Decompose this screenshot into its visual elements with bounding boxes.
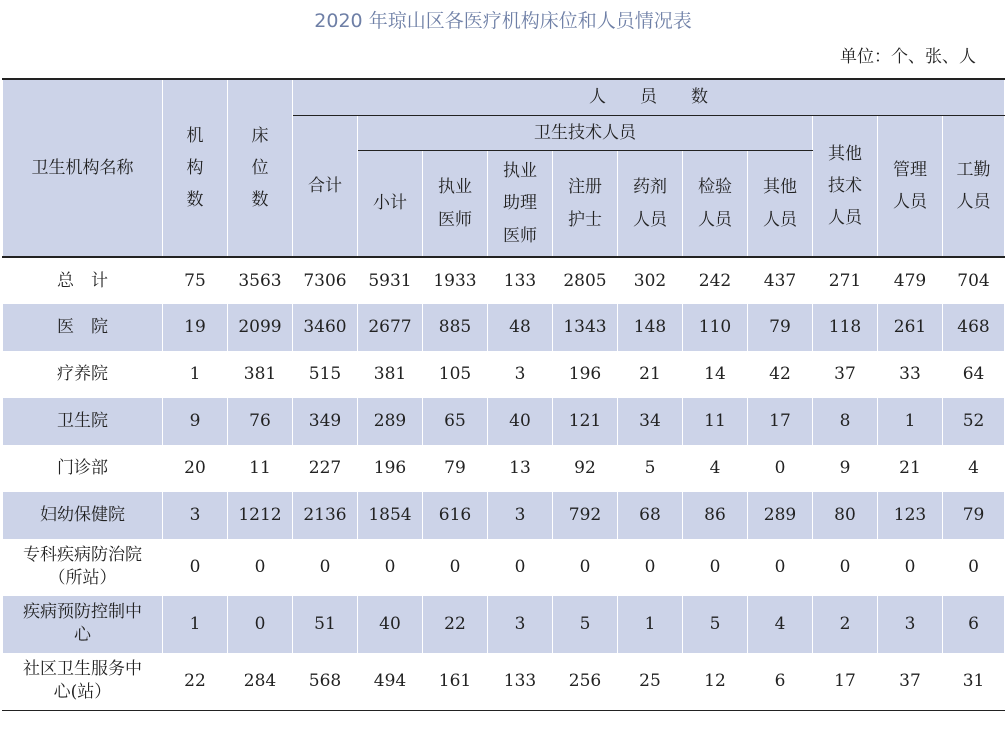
- row-value: 65: [423, 398, 488, 445]
- row-value: 289: [748, 492, 813, 539]
- row-value: 52: [943, 398, 1005, 445]
- row-name: 社区卫生服务中心(站）: [3, 653, 163, 710]
- row-value: 2099: [228, 304, 293, 351]
- row-value: 51: [293, 596, 358, 653]
- header-beds: 床位数: [228, 79, 293, 257]
- row-value: 479: [878, 257, 943, 304]
- row-value: 256: [553, 653, 618, 710]
- row-value: 8: [813, 398, 878, 445]
- unit-note: 单位：个、张、人: [840, 47, 976, 67]
- row-value: 86: [683, 492, 748, 539]
- row-value: 64: [943, 351, 1005, 398]
- row-value: 227: [293, 445, 358, 492]
- row-value: 0: [553, 539, 618, 596]
- page-title: 2020 年琼山区各医疗机构床位和人员情况表: [314, 10, 692, 32]
- row-name: 卫生院: [3, 398, 163, 445]
- row-value: 148: [618, 304, 683, 351]
- row-name: 总 计: [3, 257, 163, 304]
- row-name: 疾病预防控制中心: [3, 596, 163, 653]
- header-subtotal: 小计: [358, 151, 423, 258]
- row-value: 7306: [293, 257, 358, 304]
- table-row: [3, 398, 1005, 445]
- header-total: 合计: [293, 116, 358, 258]
- header-health-tech: 卫生技术人员: [358, 116, 813, 151]
- row-value: 0: [878, 539, 943, 596]
- row-value: 133: [488, 257, 553, 304]
- row-value: 40: [488, 398, 553, 445]
- row-value: 349: [293, 398, 358, 445]
- row-value: 4: [943, 445, 1005, 492]
- row-value: 79: [423, 445, 488, 492]
- header-nurse: 注册护士: [553, 151, 618, 258]
- row-value: 2: [813, 596, 878, 653]
- row-value: 704: [943, 257, 1005, 304]
- row-value: 21: [878, 445, 943, 492]
- row-value: 3: [488, 596, 553, 653]
- row-value: 1: [163, 596, 228, 653]
- row-value: 68: [618, 492, 683, 539]
- row-value: 40: [358, 596, 423, 653]
- row-value: 0: [813, 539, 878, 596]
- row-value: 123: [878, 492, 943, 539]
- row-value: 3563: [228, 257, 293, 304]
- row-name: 疗养院: [3, 351, 163, 398]
- row-value: 0: [228, 596, 293, 653]
- row-value: 11: [683, 398, 748, 445]
- row-value: 468: [943, 304, 1005, 351]
- table-row: [3, 445, 1005, 492]
- row-value: 42: [748, 351, 813, 398]
- table-row: [3, 304, 1005, 351]
- row-value: 80: [813, 492, 878, 539]
- row-value: 284: [228, 653, 293, 710]
- row-value: 19: [163, 304, 228, 351]
- row-value: 0: [488, 539, 553, 596]
- row-value: 37: [878, 653, 943, 710]
- row-value: 33: [878, 351, 943, 398]
- row-value: 1: [618, 596, 683, 653]
- header-other: 其他人员: [748, 151, 813, 258]
- row-value: 118: [813, 304, 878, 351]
- row-value: 2805: [553, 257, 618, 304]
- table-body: [3, 257, 1005, 710]
- row-value: 0: [358, 539, 423, 596]
- row-value: 5: [618, 445, 683, 492]
- row-value: 9: [163, 398, 228, 445]
- row-value: 271: [813, 257, 878, 304]
- row-value: 3: [163, 492, 228, 539]
- row-value: 196: [553, 351, 618, 398]
- row-value: 3: [488, 492, 553, 539]
- header-assistant: 执业助理医师: [488, 151, 553, 258]
- row-value: 0: [748, 539, 813, 596]
- row-value: 381: [228, 351, 293, 398]
- row-value: 21: [618, 351, 683, 398]
- header-other-tech: 其他技术人员: [813, 116, 878, 258]
- row-value: 22: [423, 596, 488, 653]
- row-value: 37: [813, 351, 878, 398]
- header-personnel: 人 员 数: [293, 79, 1005, 116]
- row-value: 437: [748, 257, 813, 304]
- row-value: 76: [228, 398, 293, 445]
- row-value: 161: [423, 653, 488, 710]
- row-value: 3460: [293, 304, 358, 351]
- row-value: 79: [748, 304, 813, 351]
- row-value: 0: [683, 539, 748, 596]
- row-value: 885: [423, 304, 488, 351]
- row-value: 14: [683, 351, 748, 398]
- row-value: 75: [163, 257, 228, 304]
- row-value: 792: [553, 492, 618, 539]
- row-value: 0: [748, 445, 813, 492]
- row-value: 1854: [358, 492, 423, 539]
- table-row: [3, 351, 1005, 398]
- row-value: 494: [358, 653, 423, 710]
- row-value: 1212: [228, 492, 293, 539]
- row-value: 0: [618, 539, 683, 596]
- row-value: 34: [618, 398, 683, 445]
- row-value: 17: [813, 653, 878, 710]
- row-value: 3: [878, 596, 943, 653]
- row-value: 5: [553, 596, 618, 653]
- table-row: [3, 653, 1005, 710]
- row-value: 6: [943, 596, 1005, 653]
- header-name: 卫生机构名称: [3, 79, 163, 257]
- row-value: 5: [683, 596, 748, 653]
- header-lab: 检验人员: [683, 151, 748, 258]
- row-name: 医 院: [3, 304, 163, 351]
- row-value: 1933: [423, 257, 488, 304]
- row-value: 381: [358, 351, 423, 398]
- row-value: 0: [163, 539, 228, 596]
- row-value: 110: [683, 304, 748, 351]
- row-value: 568: [293, 653, 358, 710]
- row-name: 门诊部: [3, 445, 163, 492]
- header-pharmacist: 药剂人员: [618, 151, 683, 258]
- row-value: 31: [943, 653, 1005, 710]
- table-row: [3, 596, 1005, 653]
- row-value: 302: [618, 257, 683, 304]
- row-value: 22: [163, 653, 228, 710]
- row-value: 0: [228, 539, 293, 596]
- row-value: 5931: [358, 257, 423, 304]
- header-worker: 工勤人员: [943, 116, 1005, 258]
- row-value: 11: [228, 445, 293, 492]
- row-value: 0: [293, 539, 358, 596]
- row-value: 4: [683, 445, 748, 492]
- row-value: 196: [358, 445, 423, 492]
- row-value: 2136: [293, 492, 358, 539]
- row-value: 6: [748, 653, 813, 710]
- row-value: 133: [488, 653, 553, 710]
- row-value: 20: [163, 445, 228, 492]
- row-value: 121: [553, 398, 618, 445]
- row-value: 92: [553, 445, 618, 492]
- row-value: 616: [423, 492, 488, 539]
- row-value: 1343: [553, 304, 618, 351]
- row-value: 12: [683, 653, 748, 710]
- row-value: 3: [488, 351, 553, 398]
- row-value: 0: [423, 539, 488, 596]
- row-name: 专科疾病防治院（所站）: [3, 539, 163, 596]
- row-value: 0: [943, 539, 1005, 596]
- row-value: 2677: [358, 304, 423, 351]
- table-row: [3, 492, 1005, 539]
- row-value: 1: [878, 398, 943, 445]
- row-value: 17: [748, 398, 813, 445]
- row-value: 1: [163, 351, 228, 398]
- header-management: 管理人员: [878, 116, 943, 258]
- header-institutions: 机构数: [163, 79, 228, 257]
- row-value: 13: [488, 445, 553, 492]
- row-value: 79: [943, 492, 1005, 539]
- row-value: 4: [748, 596, 813, 653]
- row-value: 242: [683, 257, 748, 304]
- row-value: 261: [878, 304, 943, 351]
- row-name: 妇幼保健院: [3, 492, 163, 539]
- statistics-table: [2, 78, 1005, 711]
- row-value: 25: [618, 653, 683, 710]
- row-value: 289: [358, 398, 423, 445]
- row-value: 48: [488, 304, 553, 351]
- row-value: 515: [293, 351, 358, 398]
- table-row: [3, 539, 1005, 596]
- header-physician: 执业医师: [423, 151, 488, 258]
- table-row: [3, 257, 1005, 304]
- row-value: 9: [813, 445, 878, 492]
- row-value: 105: [423, 351, 488, 398]
